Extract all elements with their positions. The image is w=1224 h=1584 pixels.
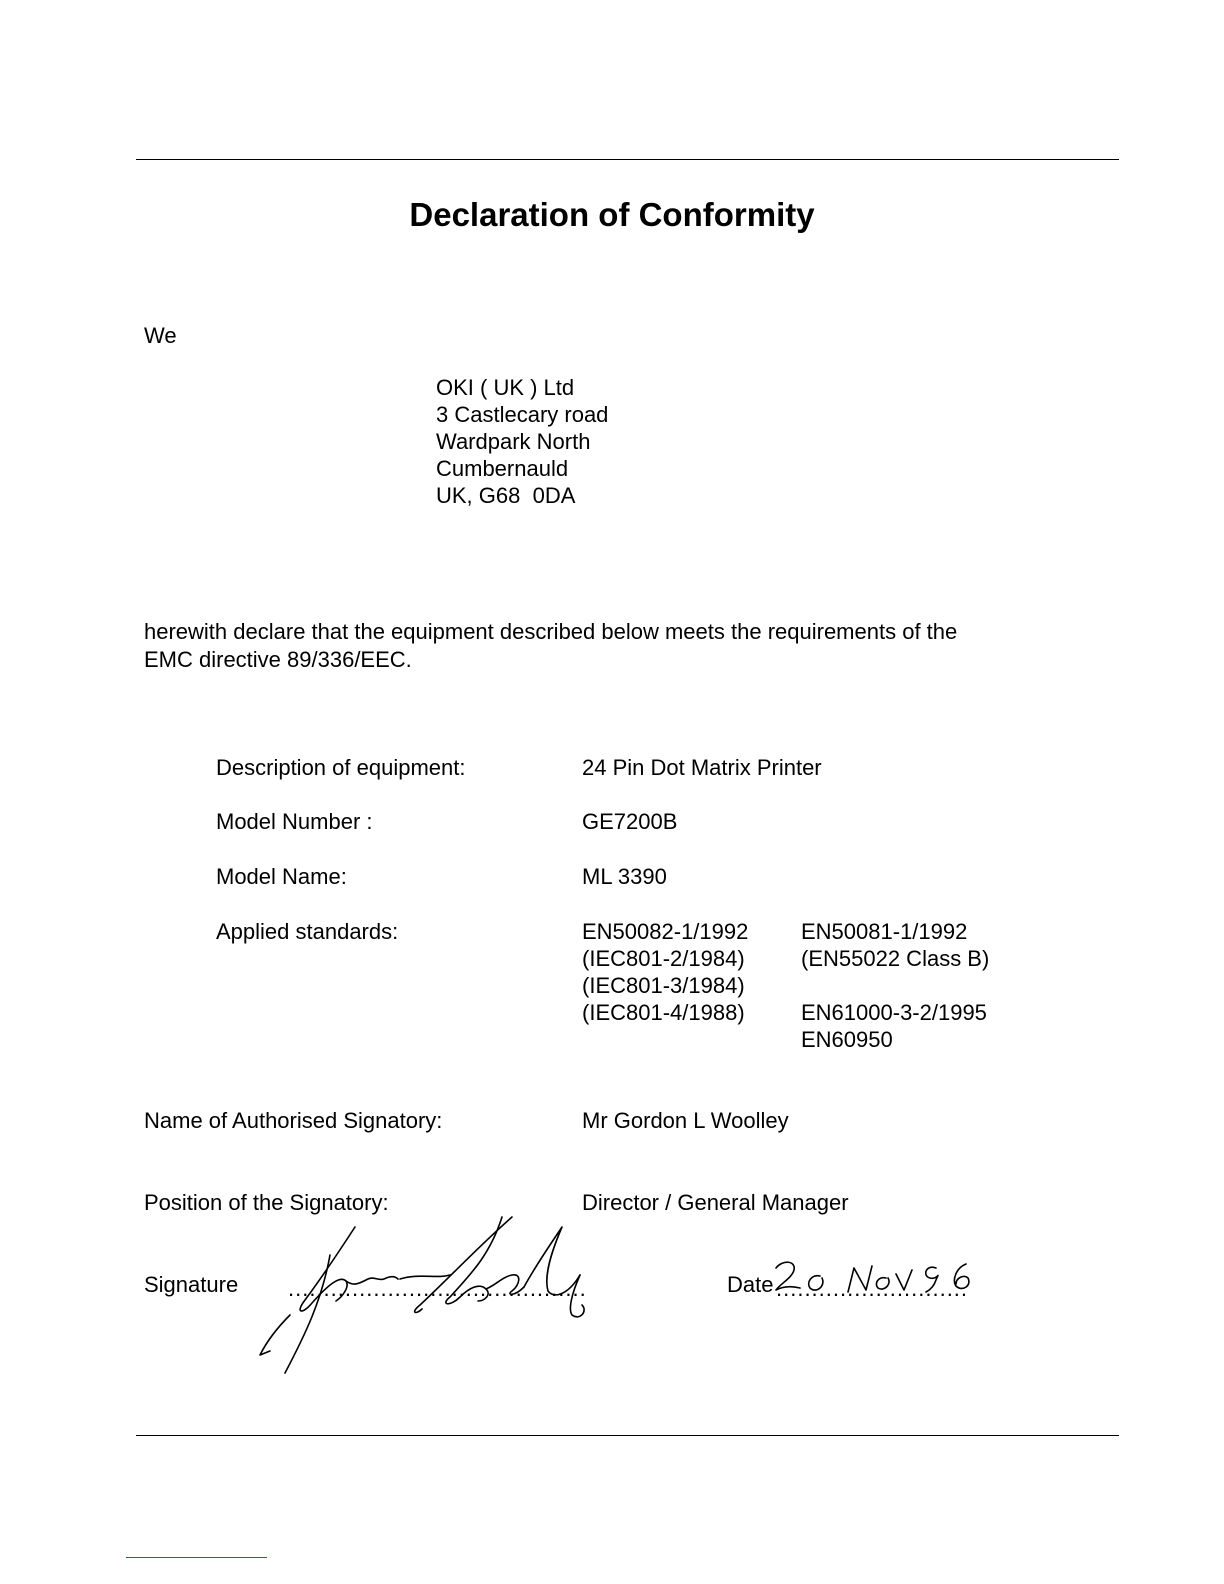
signatory-name-label: Name of Authorised Signatory: [144, 1108, 443, 1133]
handwritten-date [770, 1250, 990, 1300]
signature-label: Signature [144, 1272, 239, 1297]
date-line: ........................... [776, 1276, 969, 1301]
page-title: Declaration of Conformity [409, 196, 815, 233]
description-label: Description of equipment: [216, 755, 466, 780]
standard-item: EN60950 [801, 1027, 893, 1052]
handwritten-signature [250, 1205, 600, 1385]
standard-item: (EN55022 Class B) [801, 946, 990, 971]
signatory-position-label: Position of the Signatory: [144, 1190, 389, 1215]
declaration-line: EMC directive 89/336/EEC. [144, 647, 412, 672]
standards-label: Applied standards: [216, 919, 399, 944]
description-value: 24 Pin Dot Matrix Printer [582, 755, 822, 780]
date-label: Date [727, 1272, 774, 1297]
standard-item-spacer [801, 972, 989, 999]
standard-item: (IEC801-3/1984) [582, 973, 745, 998]
standard-item: EN61000-3-2/1995 [801, 1000, 987, 1025]
model-number-value: GE7200B [582, 809, 678, 834]
standards-column-2 [801, 918, 989, 1053]
model-name-label: Model Name: [216, 864, 347, 889]
standard-item: (IEC801-4/1988) [582, 1000, 745, 1025]
declaration-line: herewith declare that the equipment described below meets the requirements of the [144, 619, 958, 644]
bottom-rule [136, 1435, 1119, 1436]
signatory-position-value: Director / General Manager [582, 1190, 849, 1215]
address-line: UK, G68 0DA [436, 483, 576, 508]
intro-text: We [144, 323, 177, 348]
top-rule [136, 159, 1119, 160]
standard-item: EN50081-1/1992 [801, 919, 968, 944]
signature-line: .......................................... [288, 1276, 587, 1301]
company-address [436, 374, 608, 509]
signatory-name-value: Mr Gordon L Woolley [582, 1108, 789, 1133]
standard-item: EN50082-1/1992 [582, 919, 749, 944]
address-line: 3 Castlecary road [436, 402, 609, 427]
model-name-value: ML 3390 [582, 864, 667, 889]
model-number-label: Model Number : [216, 809, 373, 834]
address-line: Wardpark North [436, 429, 591, 454]
footer-link-underline [126, 1557, 267, 1558]
declaration-paragraph [144, 618, 957, 674]
address-line: OKI ( UK ) Ltd [436, 375, 575, 400]
address-line: Cumbernauld [436, 456, 569, 481]
standards-column-1 [582, 918, 748, 1026]
standard-item: (IEC801-2/1984) [582, 946, 745, 971]
